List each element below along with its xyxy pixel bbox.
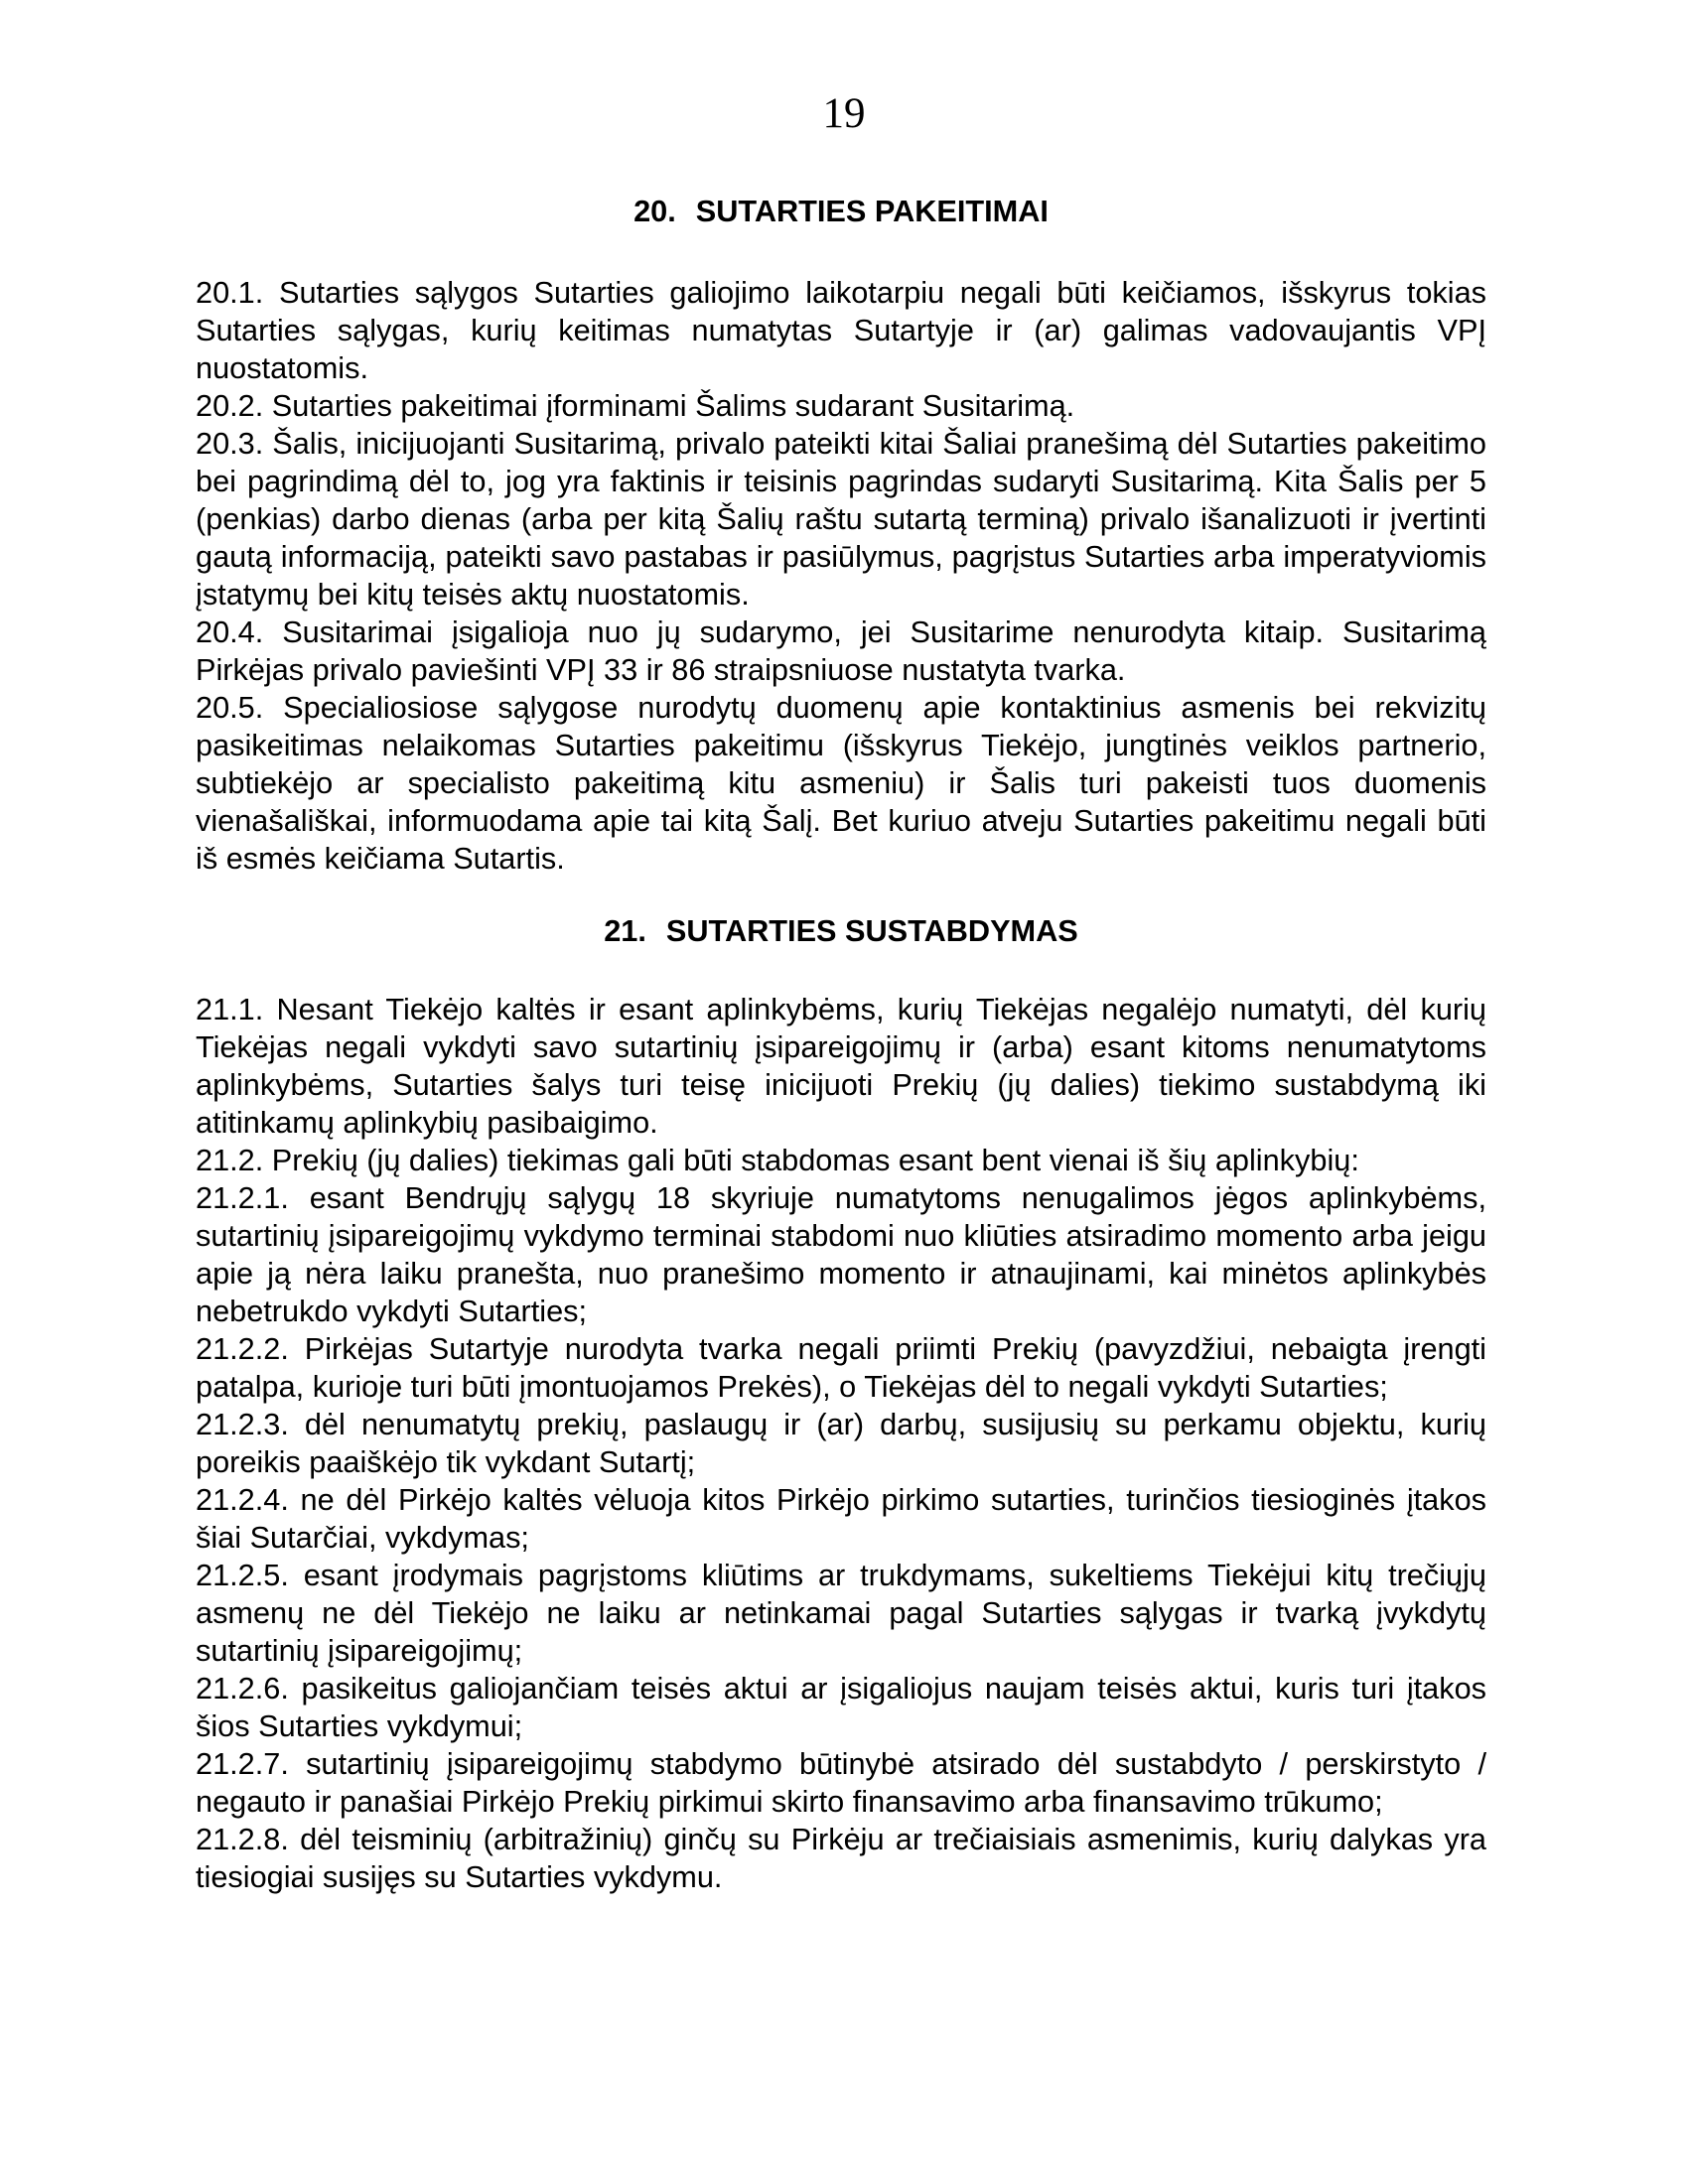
paragraph-20-4: 20.4. Susitarimai įsigalioja nuo jų sudarymo, jei Susitarime nenurodyta kitaip. Susitarimą Pirkėjas privalo paviešinti VPĮ 33 ir 86 straipsniuose nustatyta tvarka. xyxy=(196,614,1486,687)
section-21-body xyxy=(196,991,1486,1896)
section-21-number: 21. xyxy=(604,913,646,948)
paragraph-21-2-7: 21.2.7. sutartinių įsipareigojimų stabdymo būtinybė atsirado dėl sustabdyto / perskirstyto / negauto ir panašiai Pirkėjo Prekių pirkimui skirto finansavimo arba finansavimo trūkumo; xyxy=(196,1746,1486,1819)
paragraph-21-2-2: 21.2.2. Pirkėjas Sutartyje nurodyta tvarka negali priimti Prekių (pavyzdžiui, nebaigta įrengti patalpa, kurioje turi būti įmontuojamos Prekės), o Tiekėjas dėl to negali vykdyti Sutarties; xyxy=(196,1331,1486,1404)
paragraph-20-3: 20.3. Šalis, inicijuojanti Susitarimą, privalo pateikti kitai Šaliai pranešimą dėl Sutarties pakeitimo bei pagrindimą dėl to, jog yra faktinis ir teisinis pagrindas sudaryti Susitarimą. Kita Šalis per 5 (penkias) darbo dienas (arba per kitą Šalių raštu sutartą terminą) privalo išanalizuoti ir įvertinti gautą informaciją, pateikti savo pastabas ir pasiūlymus, pagrįstus Sutarties arba imperatyviomis įstatymų bei kitų teisės aktų nuostatomis. xyxy=(196,426,1486,612)
paragraph-21-1: 21.1. Nesant Tiekėjo kaltės ir esant aplinkybėms, kurių Tiekėjas negalėjo numatyti, dėl kurių Tiekėjas negali vykdyti savo sutartinių įsipareigojimų ir (arba) esant kitoms nenumatytoms aplinkybėms, Sutarties šalys turi teisę inicijuoti Prekių (jų dalies) tiekimo sustabdymą iki atitinkamų aplinkybių pasibaigimo. xyxy=(196,992,1486,1140)
paragraph-21-2-4: 21.2.4. ne dėl Pirkėjo kaltės vėluoja kitos Pirkėjo pirkimo sutarties, turinčios tiesioginės įtakos šiai Sutarčiai, vykdymas; xyxy=(196,1482,1486,1555)
paragraph-21-2: 21.2. Prekių (jų dalies) tiekimas gali būti stabdomas esant bent vienai iš šių aplinkybių: xyxy=(196,1143,1359,1177)
page-number: 19 xyxy=(822,90,866,137)
section-20-number: 20. xyxy=(633,194,676,228)
section-21-heading xyxy=(196,912,1486,950)
paragraph-21-2-5: 21.2.5. esant įrodymais pagrįstoms kliūtims ar trukdymams, sukeltiems Tiekėjui kitų trečiųjų asmenų ne dėl Tiekėjo ne laiku ar netinkamai pagal Sutarties sąlygas ir tvarką įvykdytų sutartinių įsipareigojimų; xyxy=(196,1558,1486,1668)
paragraph-20-1: 20.1. Sutarties sąlygos Sutarties galiojimo laikotarpiu negali būti keičiamos, išskyrus tokias Sutarties sąlygas, kurių keitimas numatytas Sutartyje ir (ar) galimas vadovaujantis VPĮ nuostatomis. xyxy=(196,275,1486,385)
paragraph-21-2-8: 21.2.8. dėl teisminių (arbitražinių) ginčų su Pirkėju ar trečiaisiais asmenimis, kurių dalykas yra tiesiogiai susijęs su Sutarties vykdymu. xyxy=(196,1822,1486,1894)
section-21-title: SUTARTIES SUSTABDYMAS xyxy=(665,913,1078,948)
section-20-title: SUTARTIES PAKEITIMAI xyxy=(695,194,1049,228)
paragraph-20-5: 20.5. Specialiosiose sąlygose nurodytų duomenų apie kontaktinius asmenis bei rekvizitų pasikeitimas nelaikomas Sutarties pakeitimu (išskyrus Tiekėjo, jungtinės veiklos partnerio, subtiekėjo ar specialisto pakeitimą kitu asmeniu) ir Šalis turi pakeisti tuos duomenis vienašališkai, informuodama apie tai kitą Šalį. Bet kuriuo atveju Sutarties pakeitimu negali būti iš esmės keičiama Sutartis. xyxy=(196,690,1486,876)
page-content xyxy=(196,193,1486,1896)
paragraph-21-2-6: 21.2.6. pasikeitus galiojančiam teisės aktui ar įsigaliojus naujam teisės aktui, kuris turi įtakos šios Sutarties vykdymui; xyxy=(196,1671,1486,1743)
paragraph-21-2-1: 21.2.1. esant Bendrųjų sąlygų 18 skyriuje numatytoms nenugalimos jėgos aplinkybėms, sutartinių įsipareigojimų vykdymo terminai stabdomi nuo kliūties atsiradimo momento arba jeigu apie ją nėra laiku pranešta, nuo pranešimo momento ir atnaujinami, kai minėtos aplinkybės nebetrukdo vykdyti Sutarties; xyxy=(196,1180,1486,1328)
paragraph-20-2: 20.2. Sutarties pakeitimai įforminami Šalims sudarant Susitarimą. xyxy=(196,388,1075,423)
section-20-body xyxy=(196,274,1486,878)
paragraph-21-2-3: 21.2.3. dėl nenumatytų prekių, paslaugų ir (ar) darbų, susijusių su perkamu objektu, kurių poreikis paaiškėjo tik vykdant Sutartį; xyxy=(196,1407,1486,1479)
section-20-heading xyxy=(196,193,1486,230)
